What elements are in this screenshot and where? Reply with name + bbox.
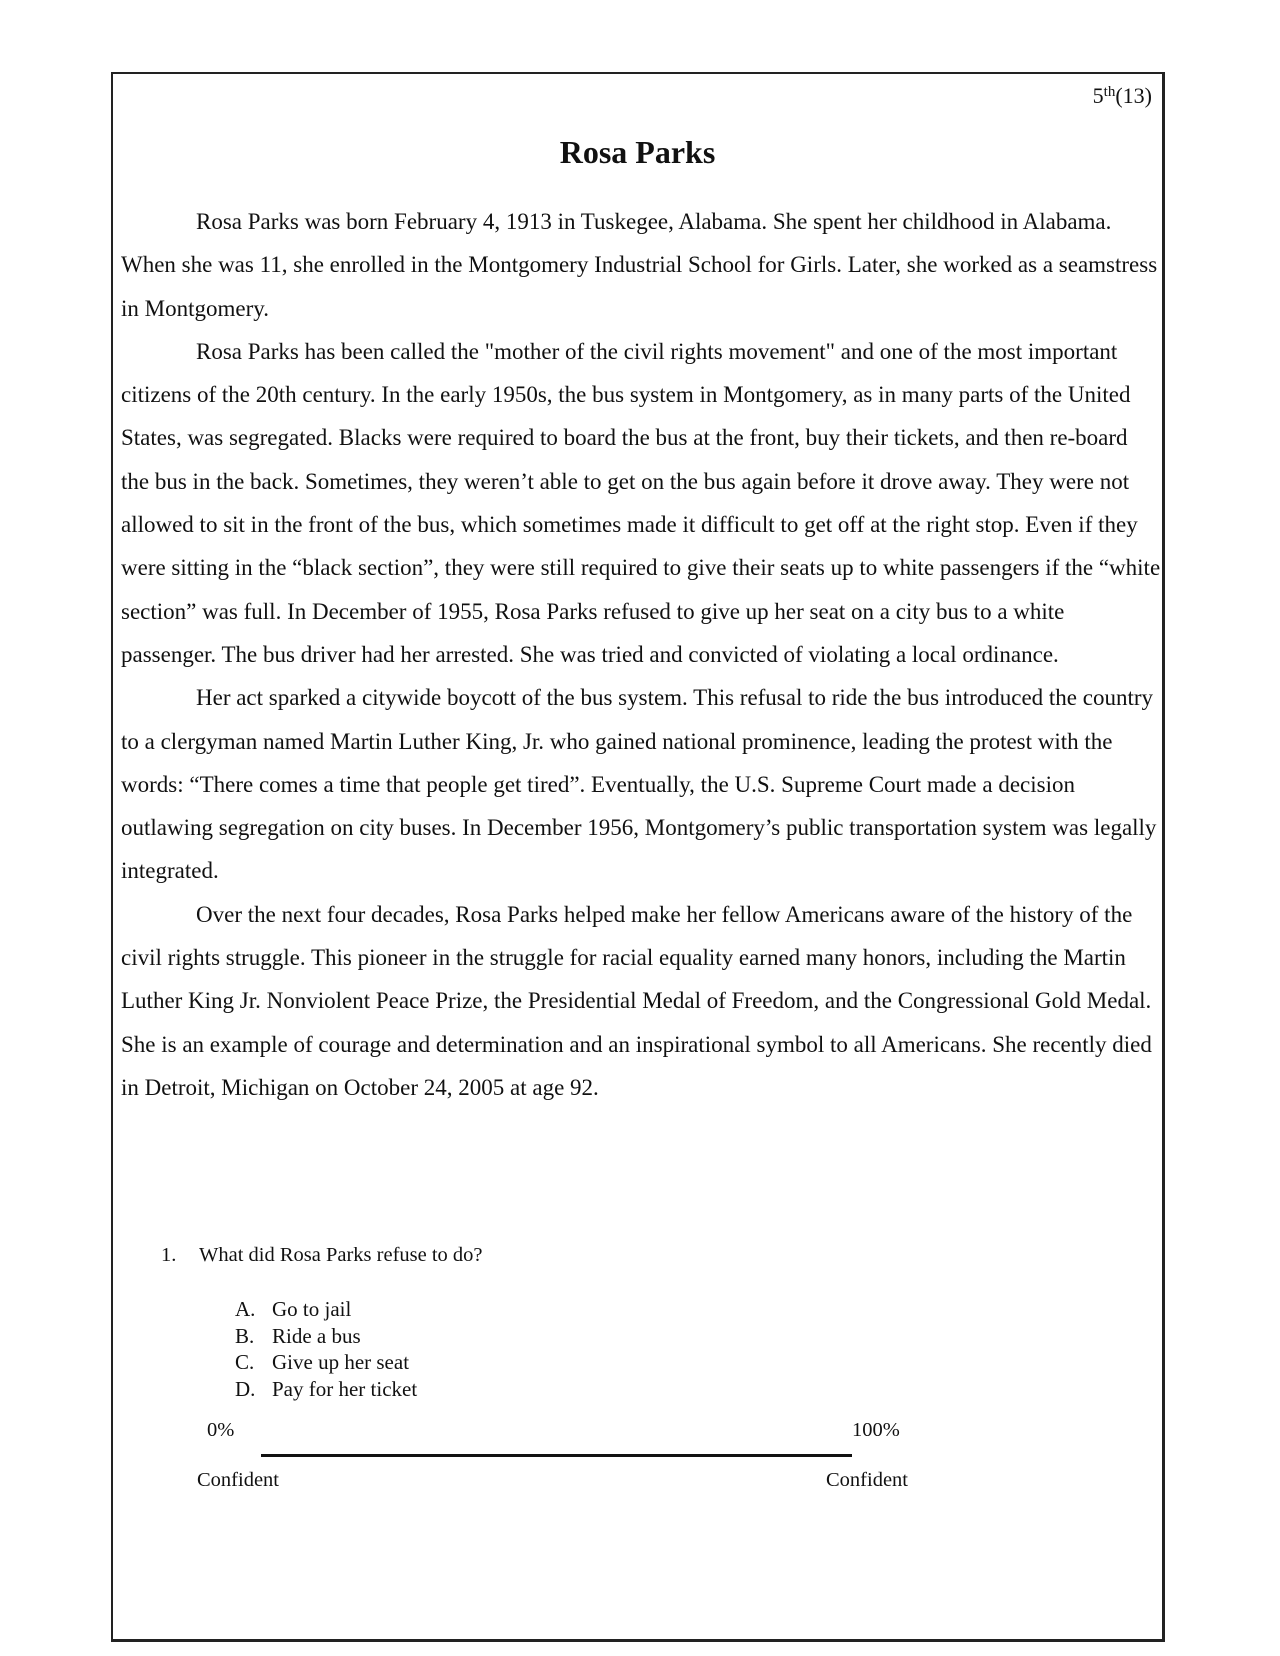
choice-letter: C. bbox=[235, 1350, 255, 1374]
answer-choice-a[interactable] bbox=[235, 1296, 417, 1323]
choice-text: Give up her seat bbox=[272, 1350, 410, 1374]
page-number-base: 5 bbox=[1092, 83, 1104, 108]
confidence-label-max: Confident bbox=[826, 1469, 908, 1491]
choice-text: Ride a bus bbox=[272, 1323, 361, 1348]
page-number-paren: (13) bbox=[1115, 83, 1152, 108]
passage-paragraph: Her act sparked a citywide boycott of the bus system. This refusal to ride the bus introduced the country to a clergyman named Martin Luther King, Jr. who gained national prominence, leading the protest with the words: “There comes a time that people get tired”. Eventually, the U.S. Supreme Court made a decision outlawing segregation on city buses. In December 1956, Montgomery’s public transportation system was legally integrated. bbox=[121, 685, 1157, 884]
answer-choice-d[interactable] bbox=[235, 1376, 417, 1403]
passage-paragraph: Rosa Parks has been called the "mother of the civil rights movement" and one of the most important citizens of the 20th century. In the early 1950s, the bus system in Montgomery, as in many parts of the United States, was segregated. Blacks were required to board the bus at the front, buy their tickets, and then re-board the bus in the back. Sometimes, they weren’t able to get on the bus again before it drove away. They were not allowed to sit in the front of the bus, which sometimes made it difficult to get off at the right stop. Even if they were sitting in the “black section”, they were still required to give their seats up to white passengers if the “white section” was full. In December of 1955, Rosa Parks refused to give up her seat on a city bus to a white passenger. The bus driver had her arrested. She was tried and convicted of violating a local ordinance. bbox=[121, 338, 1161, 667]
passage-paragraph: Over the next four decades, Rosa Parks helped make her fellow Americans aware of the history of the civil rights struggle. This pioneer in the struggle for racial equality earned many honors, including the Martin Luther King Jr. Nonviolent Peace Prize, the Presidential Medal of Freedom, and the Congressional Gold Medal. She is an example of courage and determination and an inspirational symbol to all Americans. She recently died in Detroit, Michigan on October 24, 2005 at age 92. bbox=[121, 901, 1152, 1100]
reading-passage bbox=[121, 200, 1161, 1109]
answer-choice-b[interactable] bbox=[235, 1323, 417, 1350]
document-title: Rosa Parks bbox=[559, 134, 716, 170]
passage-paragraph: Rosa Parks was born February 4, 1913 in Tuskegee, Alabama. She spent her childhood in Alabama. When she was 11, she enrolled in the Montgomery Industrial School for Girls. Later, she worked as a seamstress in Montgomery. bbox=[121, 209, 1158, 321]
question-1 bbox=[161, 1242, 483, 1268]
confidence-scale-max: 100% bbox=[852, 1419, 900, 1441]
choice-text: Pay for her ticket bbox=[272, 1376, 418, 1401]
answer-choice-c[interactable] bbox=[235, 1349, 417, 1376]
question-number: 1. bbox=[161, 1244, 177, 1266]
question-text: What did Rosa Parks refuse to do? bbox=[199, 1244, 483, 1266]
choice-letter: D. bbox=[235, 1376, 256, 1401]
confidence-scale-line[interactable] bbox=[261, 1454, 852, 1457]
page-number-suffix: th bbox=[1103, 84, 1116, 100]
choice-text: Go to jail bbox=[272, 1297, 352, 1321]
choice-letter: B. bbox=[235, 1323, 255, 1348]
page-frame bbox=[111, 72, 1165, 1642]
answer-choices bbox=[235, 1296, 417, 1402]
confidence-scale-min: 0% bbox=[207, 1419, 235, 1441]
confidence-label-min: Confident bbox=[197, 1469, 279, 1491]
page-number bbox=[1093, 78, 1152, 110]
choice-letter: A. bbox=[235, 1297, 256, 1321]
